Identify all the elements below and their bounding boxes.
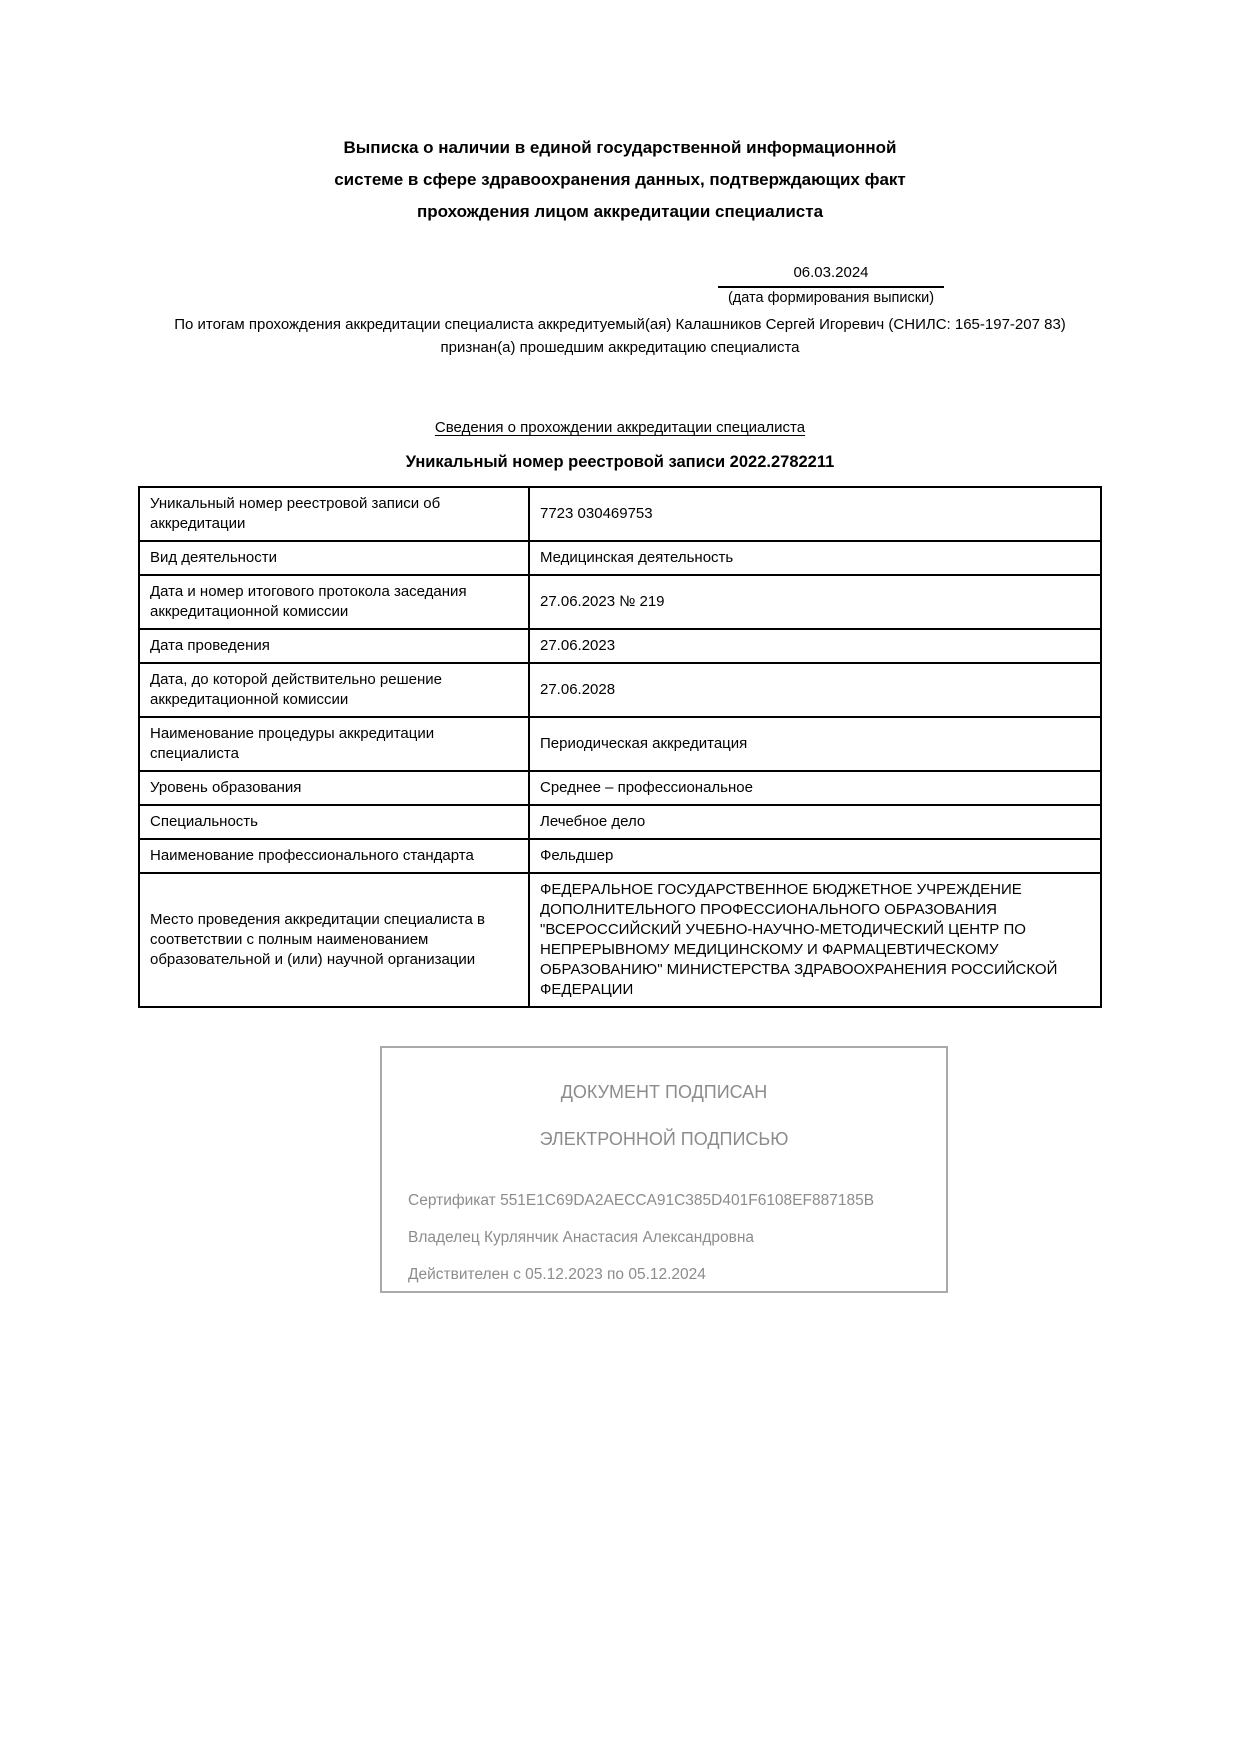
- signature-stamp-title-line: ДОКУМЕНТ ПОДПИСАН: [560, 1082, 768, 1102]
- row-label: Уровень образования: [139, 771, 529, 805]
- row-label: Уникальный номер реестровой записи об аккредитации: [139, 487, 529, 541]
- accreditation-intro: [0, 313, 1240, 359]
- table-row: [139, 663, 1101, 717]
- signature-owner: Владелец Курлянчик Анастасия Александровна: [408, 1229, 755, 1246]
- row-value: Лечебное дело: [529, 805, 1101, 839]
- registry-number-heading: Уникальный номер реестровой записи 2022.2782211: [405, 453, 835, 471]
- accreditation-table-body: [139, 487, 1101, 1007]
- row-value: Фельдшер: [529, 839, 1101, 873]
- row-value: 27.06.2028: [529, 663, 1101, 717]
- accreditation-table: [138, 486, 1102, 1008]
- document-title: [0, 0, 1240, 228]
- formation-date-caption: (дата формирования выписки): [727, 290, 935, 306]
- accreditation-intro-line: признан(а) прошедшим аккредитацию специалиста: [440, 339, 800, 356]
- formation-date-block: [718, 264, 944, 306]
- table-row: [139, 541, 1101, 575]
- row-value: 7723 030469753: [529, 487, 1101, 541]
- table-row: [139, 717, 1101, 771]
- row-label: Дата и номер итогового протокола заседания аккредитационной комиссии: [139, 575, 529, 629]
- row-label: Дата проведения: [139, 629, 529, 663]
- row-value: Среднее – профессиональное: [529, 771, 1101, 805]
- row-label: Специальность: [139, 805, 529, 839]
- row-label: Наименование профессионального стандарта: [139, 839, 529, 873]
- table-row: [139, 575, 1101, 629]
- table-row: [139, 771, 1101, 805]
- document-title-line: системе в сфере здравоохранения данных, подтверждающих факт: [334, 170, 906, 189]
- document-title-line: прохождения лицом аккредитации специалиста: [416, 202, 824, 221]
- row-label: Вид деятельности: [139, 541, 529, 575]
- signature-stamp-title-line: ЭЛЕКТРОННОЙ ПОДПИСЬЮ: [539, 1129, 789, 1149]
- row-label: Наименование процедуры аккредитации специалиста: [139, 717, 529, 771]
- table-row: [139, 487, 1101, 541]
- row-label: Дата, до которой действительно решение аккредитационной комиссии: [139, 663, 529, 717]
- row-value: 27.06.2023: [529, 629, 1101, 663]
- row-value: Периодическая аккредитация: [529, 717, 1101, 771]
- accreditation-intro-line: По итогам прохождения аккредитации специалиста аккредитуемый(ая) Калашников Сергей Игоревич (СНИЛС: 165-197-207 83): [174, 316, 1066, 333]
- row-value: ФЕДЕРАЛЬНОЕ ГОСУДАРСТВЕННОЕ БЮДЖЕТНОЕ УЧРЕЖДЕНИЕ ДОПОЛНИТЕЛЬНОГО ПРОФЕССИОНАЛЬНОГО ОБРАЗОВАНИЯ "ВСЕРОССИЙСКИЙ УЧЕБНО-НАУЧНО-МЕТОДИЧЕСКИЙ ЦЕНТР ПО НЕПРЕРЫВНОМУ МЕДИЦИНСКОМУ И ФАРМАЦЕВТИЧЕСКОМУ ОБРАЗОВАНИЮ" МИНИСТЕРСТВА ЗДРАВООХРАНЕНИЯ РОССИЙСКОЙ ФЕДЕРАЦИИ: [529, 873, 1101, 1007]
- document-title-line: Выписка о наличии в единой государственной информационной: [343, 138, 897, 157]
- section-heading: Сведения о прохождении аккредитации специалиста: [434, 419, 806, 436]
- electronic-signature-stamp: [380, 1046, 948, 1293]
- row-value: Медицинская деятельность: [529, 541, 1101, 575]
- row-label: Место проведения аккредитации специалиста в соответствии с полным наименованием образовательной и (или) научной организации: [139, 873, 529, 1007]
- table-row: [139, 805, 1101, 839]
- signature-certificate: Сертификат 551E1C69DA2AECCA91C385D401F6108EF887185B: [408, 1192, 875, 1209]
- table-row: [139, 873, 1101, 1007]
- signature-validity: Действителен с 05.12.2023 по 05.12.2024: [408, 1266, 706, 1283]
- formation-date-value: 06.03.2024: [718, 264, 944, 288]
- table-row: [139, 839, 1101, 873]
- row-value: 27.06.2023 № 219: [529, 575, 1101, 629]
- table-row: [139, 629, 1101, 663]
